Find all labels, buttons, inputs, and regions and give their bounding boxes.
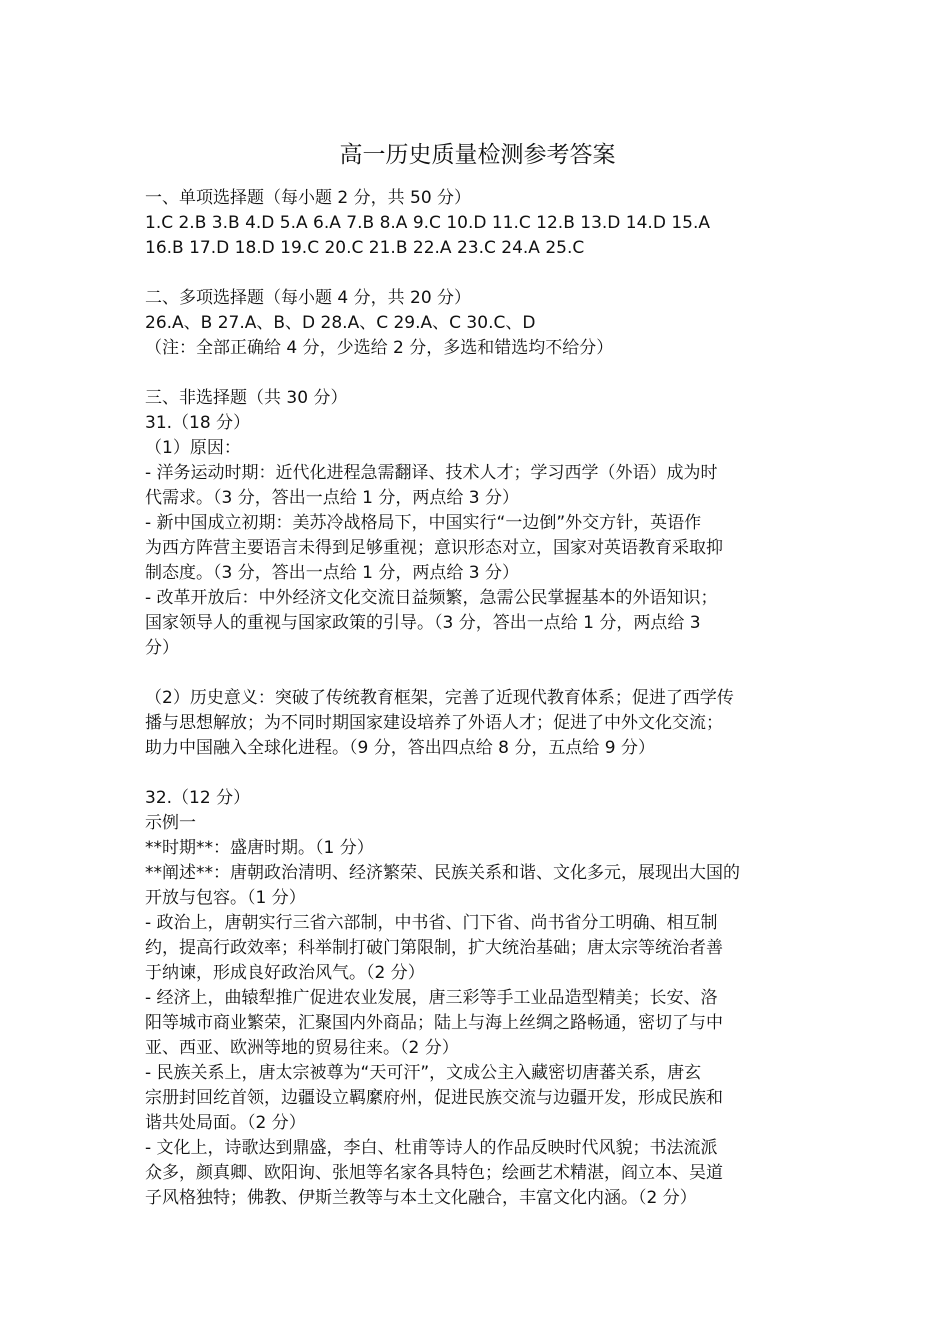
section2-answers: 26.A、B 27.A、B、D 28.A、C 29.A、C 30.C、D [145, 313, 536, 333]
q32-economy-cont: 阳等城市商业繁荣，汇聚国内外商品；陆上与海上丝绸之路畅通，密切了与中 [145, 1013, 723, 1033]
q32-label: 32.（12 分） [145, 788, 251, 808]
q31-part2-cont2: 助力中国融入全球化进程。（9 分，答出四点给 8 分，五点给 9 分） [145, 738, 655, 758]
q32-culture: - 文化上，诗歌达到鼎盛，李白、杜甫等诗人的作品反映时代风貌；书法流派 [145, 1138, 718, 1158]
q32-politics: - 政治上，唐朝实行三省六部制，中书省、门下省、尚书省分工明确、相互制 [145, 913, 718, 933]
q32-elaboration: **阐述**：唐朝政治清明、经济繁荣、民族关系和谐、文化多元，展现出大国的 [145, 863, 740, 883]
answer-document [145, 140, 810, 1211]
q31-part1-item2: - 新中国成立初期：美苏冷战格局下，中国实行“一边倒”外交方针，英语作 [145, 513, 702, 533]
q31-part1-item2-cont: 为西方阵营主要语言未得到足够重视；意识形态对立，国家对英语教育采取抑 [145, 538, 723, 558]
document-title: 高一历史质量检测参考答案 [339, 142, 616, 168]
section2-note: （注：全部正确给 4 分，少选给 2 分，多选和错选均不给分） [145, 338, 614, 358]
q32-politics-cont: 约，提高行政效率；科举制打破门第限制，扩大统治基础；唐太宗等统治者善 [145, 938, 723, 958]
q32-politics-cont2: 于纳谏，形成良好政治风气。（2 分） [145, 963, 425, 983]
q32-period: **时期**：盛唐时期。（1 分） [145, 838, 374, 858]
q32-ethnic: - 民族关系上，唐太宗被尊为“天可汗”，文成公主入藏密切唐蕃关系，唐玄 [145, 1063, 702, 1083]
section1-heading: 一、单项选择题（每小题 2 分，共 50 分） [145, 188, 472, 208]
q32-culture-cont: 众多，颜真卿、欧阳询、张旭等名家各具特色；绘画艺术精湛，阎立本、吴道 [145, 1163, 723, 1183]
spacer [145, 261, 810, 286]
q31-part1-item3-cont2: 分） [145, 638, 179, 658]
q32-economy: - 经济上，曲辕犁推广促进农业发展，唐三彩等手工业品造型精美；长安、洛 [145, 988, 718, 1008]
q31-part2: （2）历史意义：突破了传统教育框架，完善了近现代教育体系；促进了西学传 [145, 688, 734, 708]
spacer [145, 761, 810, 786]
q32-example: 示例一 [145, 813, 196, 833]
section3-heading: 三、非选择题（共 30 分） [145, 388, 348, 408]
q31-part1-heading: （1）原因： [145, 438, 241, 458]
q32-ethnic-cont2: 谐共处局面。（2 分） [145, 1113, 306, 1133]
q31-label: 31.（18 分） [145, 413, 251, 433]
q32-elaboration-cont: 开放与包容。（1 分） [145, 888, 306, 908]
q31-part1-item3-cont: 国家领导人的重视与国家政策的引导。（3 分，答出一点给 1 分，两点给 3 [145, 613, 701, 633]
q31-part2-cont: 播与思想解放；为不同时期国家建设培养了外语人才；促进了中外文化交流； [145, 713, 723, 733]
q32-economy-cont2: 亚、西亚、欧洲等地的贸易往来。（2 分） [145, 1038, 459, 1058]
section2-heading: 二、多项选择题（每小题 4 分，共 20 分） [145, 288, 472, 308]
q32-ethnic-cont: 宗册封回纥首领，边疆设立羁縻府州，促进民族交流与边疆开发，形成民族和 [145, 1088, 723, 1108]
q32-culture-cont2: 子风格独特；佛教、伊斯兰教等与本土文化融合，丰富文化内涵。（2 分） [145, 1188, 697, 1208]
spacer [145, 361, 810, 386]
q31-part1-item2-cont2: 制态度。（3 分，答出一点给 1 分，两点给 3 分） [145, 563, 519, 583]
spacer [145, 661, 810, 686]
q31-part1-item1-cont: 代需求。（3 分，答出一点给 1 分，两点给 3 分） [145, 488, 519, 508]
section1-answers-line2: 16.B 17.D 18.D 19.C 20.C 21.B 22.A 23.C 24.A 25.C [145, 238, 585, 258]
q31-part1-item1: - 洋务运动时期：近代化进程急需翻译、技术人才；学习西学（外语）成为时 [145, 463, 718, 483]
section1-answers-line1: 1.C 2.B 3.B 4.D 5.A 6.A 7.B 8.A 9.C 10.D 11.C 12.B 13.D 14.D 15.A [145, 213, 710, 233]
q31-part1-item3: - 改革开放后：中外经济文化交流日益频繁，急需公民掌握基本的外语知识； [145, 588, 718, 608]
